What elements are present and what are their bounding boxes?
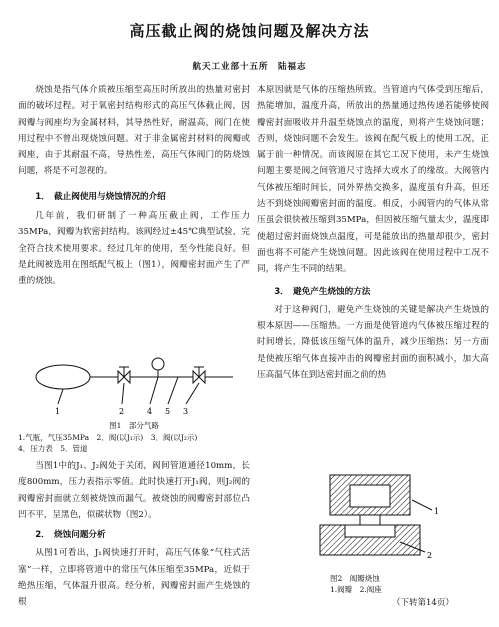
gas-cylinder: [36, 365, 90, 389]
fig2-label-1: 1: [434, 507, 440, 516]
paragraph-analysis: 从图1可看出，J₁阀快速打开时，高压气体象“气柱式活塞”一样，立即将管道中的常压气体压缩至35MPa，近似于绝热压缩，气体温升很高。经分析，阀瓣密封面产生烧蚀的根: [18, 548, 250, 608]
paragraph-solution: 对于这种阀门，避免产生烧蚀的关键是解决产生烧蚀的根本原因——压缩热。一方面是使管道内气体被压缩过程的时间增长，降低该压缩气体的温升，减少压缩热；另一方面是使被压缩气体直接冲击的阀瓣密封面的面积减小，加大高压高温气体在到达密封面之前的热: [257, 304, 489, 381]
fig1-label-2: 2: [119, 407, 125, 416]
fig2-label-2: 2: [427, 551, 433, 560]
fig1-label-1: 1: [55, 407, 61, 416]
fig1-label-5: 5: [165, 407, 171, 416]
fig1-label-3: 3: [183, 407, 189, 416]
section-heading-2: 2． 烧蚀问题分析: [35, 530, 106, 541]
fig1-label-4: 4: [147, 407, 153, 416]
figure-1-legend-line2: 4．压力表 5．管道: [18, 444, 88, 453]
figure-2-caption: 图2 阀瓣烧蚀: [330, 574, 380, 583]
left-column-bottom: [18, 458, 250, 611]
figure-1-caption: 图1 部分气路: [109, 421, 159, 430]
figure-1-legend-line1: 1.气瓶，气压35MPa 2．阀(以J₁示) 3．阀(以J₂示): [18, 433, 198, 442]
left-column-top: [18, 82, 250, 290]
section-heading-3: 3． 避免产生烧蚀的方法: [274, 286, 371, 297]
figure-1-gas-circuit: [18, 352, 250, 422]
paragraph-figure1-description: 当图1中的J₁、J₂阀处于关闭，阀间管道通径10mm，长度800mm，压力表指示零值。此时快速打开J₁阀，则J₂阀的阀瓣密封面就立刻被烧蚀而漏气。被烧蚀的阀瓣密封部位凸凹不平，呈黑色，似碳状物（图2）。: [18, 461, 250, 520]
intro-paragraph: 烧蚀是指气体介质被压缩至高压时所放出的热量对密封面的破坏过程。对于氧密封结构形式的高压气体截止阀，因阀瓣与阀座均为金属材料，其导热性好，耐温高，阀门在使用过程中不曾出现烧蚀问题。对于非金属密封材料的阀瓣或阀座，由于其耐温不高，导热性差，高压气体阀门的防烧蚀问题，将是不可忽视的。: [18, 85, 250, 177]
continued-note: （下转第14页）: [392, 598, 454, 608]
section-heading-1: 1． 截止阀使用与烧蚀情况的介绍: [35, 191, 166, 202]
right-column: [257, 82, 489, 383]
author-line: 航天工业部十五所 陆福志: [192, 62, 307, 72]
pressure-gauge: [152, 358, 164, 370]
figure-2-legend: 1.阀瓣 2.阀座: [330, 585, 382, 594]
paragraph-cause: 本原因就是气体的压缩热所致。当管道内气体受到压缩后，热能增加，温度升高，所放出的热量通过热传递若能够使阀瓣密封面吸收并升温至烧蚀点的温度，则将产生烧蚀问题；否则，烧蚀问题不会发生。该阀在配气板上的使用工况，正属于前一种情况。而该阀原在其它工况下使用，未产生烧蚀问题主要是阀之间管道尺寸选择大或水了的缘故。大阀管内气体被压缩时间长，同外界热交换多，温度虽有升高，但还达不到烧蚀阀瓣密封面的温度。相反，小阀管内的气体从常压虽会很快被压缩到35MPa，但因被压缩气量太少，温度即使超过密封面烧蚀点温度，可是能放出的热量却很少，密封面也将不可能产生烧蚀问题。因此该阀在使用过程中工况不同，将产生不同的结果。: [257, 85, 489, 275]
figure-2-valve-erosion: [300, 470, 450, 570]
paragraph-usage: 几年前，我们研制了一种高压截止阀，工作压力35MPa，阀瓣为软密封结构。该阀经过±45℃典型试验，完全符合技术使用要求。经过几年的使用，至今性能良好。但是此阀被选用在图纸配气板上（图1），阀瓣密封面产生了严重的烧蚀。: [18, 211, 250, 287]
article-title: 高压截止阀的烧蚀问题及解决方法: [129, 22, 370, 40]
